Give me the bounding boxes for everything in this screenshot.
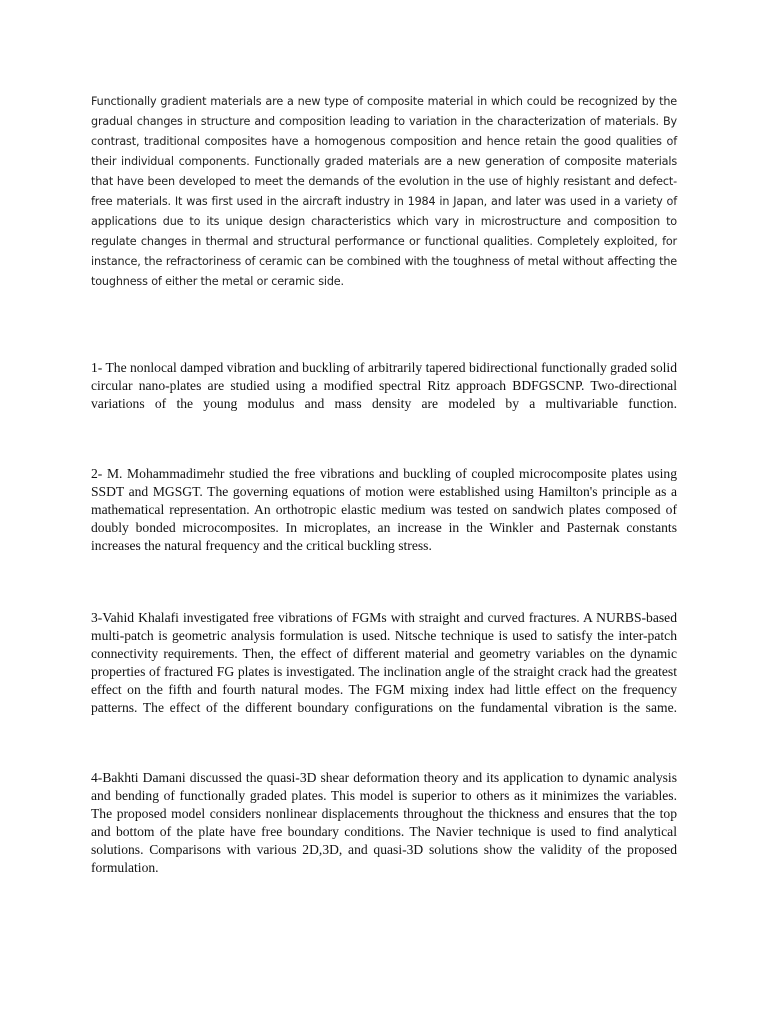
review-item-4: 4-Bakhti Damani discussed the quasi-3D shear deformation theory and its application to dynamic analysis and bending of functionally graded plates. This model is superior to others as it minimizes the variables. The proposed model considers nonlinear displacements throughout the thickness and ensures that the top and bottom of the plate have free boundary conditions. The Navier technique is used to find analytical solutions. Comparisons with various 2D,3D, and quasi-3D solutions show the validity of the proposed formulation. [91, 770, 677, 875]
review-item-3: 3-Vahid Khalafi investigated free vibrations of FGMs with straight and curved fractures. A NURBS-based multi-patch is geometric analysis formulation is used. Nitsche technique is used to satisfy the inter-patch connectivity requirements. Then, the effect of different material and geometry variables on the dynamic properties of fractured FG plates is investigated. The inclination angle of the straight crack had the greatest effect on the fifth and fourth natural modes. The FGM mixing index had little effect on the frequency patterns. The effect of the different boundary configurations on the fundamental vibration is the same. [91, 610, 677, 715]
review-item-1: 1- The nonlocal damped vibration and buckling of arbitrarily tapered bidirectional functionally graded solid circular nano-plates are studied using a modified spectral Ritz approach BDFGSCNP. Two-directional variations of the young modulus and mass density are modeled by a multivariable function. [91, 360, 677, 411]
intro-paragraph: Functionally gradient materials are a new type of composite material in which could be recognized by the gradual changes in structure and composition leading to variation in the characterization of materials. By contrast, traditional composites have a homogenous composition and hence retain the good qualities of their individual components. Functionally graded materials are a new generation of composite materials that have been developed to meet the demands of the evolution in the use of highly resistant and defect-free materials. It was first used in the aircraft industry in 1984 in Japan, and later was used in a variety of applications due to its unique design characteristics which vary in microstructure and composition to regulate changes in thermal and structural performance or functional qualities. Completely exploited, for instance, the refractoriness of ceramic can be combined with the toughness of metal without affecting the toughness of either the metal or ceramic side. [91, 95, 677, 288]
review-item-2: 2- M. Mohammadimehr studied the free vibrations and buckling of coupled microcomposite plates using SSDT and MGSGT. The governing equations of motion were established using Hamilton's principle as a mathematical representation. An orthotropic elastic medium was tested on sandwich plates composed of doubly bonded microcomposites. In microplates, an increase in the Winkler and Pasternak constants increases the natural frequency and the critical buckling stress. [91, 466, 677, 553]
